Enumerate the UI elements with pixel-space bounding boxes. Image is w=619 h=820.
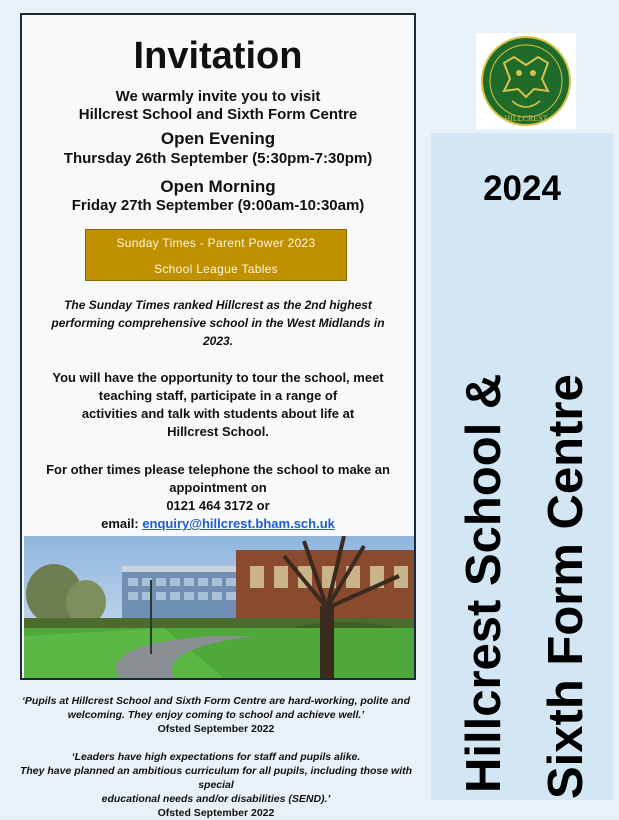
parent-power-badge [85,229,347,281]
school-photo-illustration [24,536,414,678]
email-link[interactable]: enquiry@hillcrest.bham.sch.uk [142,516,335,531]
badge-line-1: Sunday Times - Parent Power 2023 [116,236,316,250]
invitation-title: Invitation [133,35,303,77]
invitation-intro [22,88,414,124]
tour-line: You will have the opportunity to tour the school, meet [52,370,384,385]
contact-text [22,461,414,533]
email-label: email: [101,516,143,531]
invitation-panel [20,13,416,680]
ranking-line: performing comprehensive school in the West Midlands in [51,316,385,330]
contact-line-2: appointment on [169,480,267,495]
quote-line: They have planned an ambitious curriculum for all pupils, including those with special [19,765,413,791]
quote-line: educational needs and/or disabilities (SEND).’ [101,793,331,805]
year-label: 2024 [483,169,561,208]
tour-line: activities and talk with students about life at [81,406,355,421]
school-photo [24,536,414,678]
contact-phone: 0121 464 3172 or [166,498,270,513]
tour-line: Hillcrest School. [167,424,269,439]
tour-text [22,369,414,441]
quote-source: Ofsted September 2022 [157,723,275,735]
ranking-line: The Sunday Times ranked Hillcrest as the 2nd highest [64,298,372,312]
contact-line-1: For other times please telephone the school to make an [46,462,390,477]
school-crest-icon [476,33,576,129]
quote-line: ‘Leaders have high expectations for staff and pupils alike. [71,751,361,763]
badge-line-2: School League Tables [154,262,278,276]
school-logo [476,33,576,129]
quote-line: welcoming. They enjoy coming to school and achieve well.’ [67,709,365,721]
quote-source: Ofsted September 2022 [157,807,275,819]
intro-line-2: Hillcrest School and Sixth Form Centre [78,106,358,123]
vertical-title-line-2: Sixth Form Centre [539,374,593,799]
open-morning-title: Open Morning [160,177,276,196]
right-sidebar [431,133,613,800]
ofsted-quotes [6,694,426,820]
open-morning-date: Friday 27th September (9:00am-10:30am) [71,197,365,214]
quote-line: ‘Pupils at Hillcrest School and Sixth Form Centre are hard-working, polite and [22,695,410,707]
intro-line-1: We warmly invite you to visit [115,88,321,105]
contact-email-row [22,515,414,533]
ranking-text [22,296,414,350]
open-evening-title: Open Evening [160,129,276,148]
vertical-title-line-1: Hillcrest School & [457,373,511,793]
ranking-line: 2023. [202,334,234,348]
open-evening-date: Thursday 26th September (5:30pm-7:30pm) [63,150,373,167]
vertical-title [442,239,607,799]
tour-line: teaching staff, participate in a range of [98,388,338,403]
logo-text: HILLCREST [504,114,548,123]
